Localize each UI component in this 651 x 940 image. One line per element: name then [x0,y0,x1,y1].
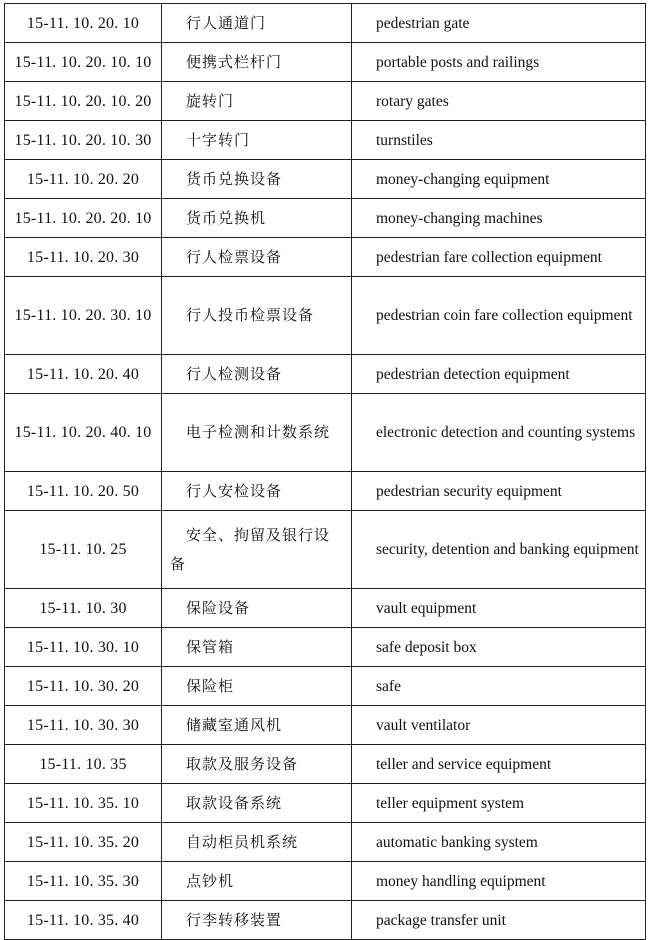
english-name-cell: teller and service equipment [352,745,646,784]
code-cell: 15-11. 10. 25 [5,511,162,589]
table-row [5,784,646,823]
chinese-name-cell: 行人检测设备 [162,355,352,394]
table-row [5,199,646,238]
table-row [5,862,646,901]
english-name-cell: safe deposit box [352,628,646,667]
table-row [5,472,646,511]
code-cell: 15-11. 10. 20. 40 [5,355,162,394]
code-cell: 15-11. 10. 20. 30. 10 [5,277,162,355]
code-cell: 15-11. 10. 30. 30 [5,706,162,745]
code-cell: 15-11. 10. 20. 30 [5,238,162,277]
code-cell: 15-11. 10. 20. 20. 10 [5,199,162,238]
chinese-name-cell: 保险柜 [162,667,352,706]
code-cell: 15-11. 10. 30 [5,589,162,628]
english-name-cell: pedestrian gate [352,4,646,43]
code-cell: 15-11. 10. 20. 20 [5,160,162,199]
english-name-cell: package transfer unit [352,901,646,940]
table-body [5,4,646,940]
classification-table-wrapper [4,3,645,940]
code-cell: 15-11. 10. 20. 40. 10 [5,394,162,472]
table-row [5,745,646,784]
chinese-name-cell: 行人投币检票设备 [162,277,352,355]
chinese-name-cell: 自动柜员机系统 [162,823,352,862]
table-row [5,355,646,394]
table-row [5,43,646,82]
table-row [5,394,646,472]
chinese-name-cell: 行人检票设备 [162,238,352,277]
chinese-name-cell: 便携式栏杆门 [162,43,352,82]
table-row [5,238,646,277]
english-name-cell: vault ventilator [352,706,646,745]
code-cell: 15-11. 10. 30. 10 [5,628,162,667]
classification-table [4,3,646,940]
chinese-name-cell: 保险设备 [162,589,352,628]
english-name-cell: teller equipment system [352,784,646,823]
table-row [5,82,646,121]
chinese-name-cell: 旋转门 [162,82,352,121]
chinese-name-cell: 储藏室通风机 [162,706,352,745]
code-cell: 15-11. 10. 35. 10 [5,784,162,823]
table-row [5,121,646,160]
english-name-cell: money-changing equipment [352,160,646,199]
english-name-cell: turnstiles [352,121,646,160]
chinese-name-cell: 行人通道门 [162,4,352,43]
chinese-name-cell: 安全、拘留及银行设备 [162,511,352,589]
table-row [5,4,646,43]
table-row [5,667,646,706]
code-cell: 15-11. 10. 20. 10 [5,4,162,43]
table-row [5,511,646,589]
english-name-cell: vault equipment [352,589,646,628]
english-name-cell: electronic detection and counting systems [352,394,646,472]
table-row [5,901,646,940]
chinese-name-cell: 取款设备系统 [162,784,352,823]
chinese-name-cell: 取款及服务设备 [162,745,352,784]
code-cell: 15-11. 10. 35. 30 [5,862,162,901]
english-name-cell: portable posts and railings [352,43,646,82]
code-cell: 15-11. 10. 35 [5,745,162,784]
english-name-cell: safe [352,667,646,706]
code-cell: 15-11. 10. 35. 20 [5,823,162,862]
english-name-cell: pedestrian fare collection equipment [352,238,646,277]
english-name-cell: pedestrian security equipment [352,472,646,511]
english-name-cell: money handling equipment [352,862,646,901]
chinese-name-cell: 行李转移装置 [162,901,352,940]
code-cell: 15-11. 10. 20. 50 [5,472,162,511]
english-name-cell: money-changing machines [352,199,646,238]
english-name-cell: pedestrian coin fare collection equipment [352,277,646,355]
chinese-name-cell: 保管箱 [162,628,352,667]
english-name-cell: rotary gates [352,82,646,121]
code-cell: 15-11. 10. 20. 10. 30 [5,121,162,160]
chinese-name-cell: 十字转门 [162,121,352,160]
code-cell: 15-11. 10. 30. 20 [5,667,162,706]
code-cell: 15-11. 10. 35. 40 [5,901,162,940]
chinese-name-cell: 行人安检设备 [162,472,352,511]
table-row [5,277,646,355]
code-cell: 15-11. 10. 20. 10. 10 [5,43,162,82]
english-name-cell: pedestrian detection equipment [352,355,646,394]
english-name-cell: security, detention and banking equipment [352,511,646,589]
code-cell: 15-11. 10. 20. 10. 20 [5,82,162,121]
english-name-cell: automatic banking system [352,823,646,862]
chinese-name-cell: 货币兑换设备 [162,160,352,199]
chinese-name-cell: 点钞机 [162,862,352,901]
table-row [5,160,646,199]
table-row [5,706,646,745]
table-row [5,589,646,628]
table-row [5,823,646,862]
table-row [5,628,646,667]
chinese-name-cell: 电子检测和计数系统 [162,394,352,472]
chinese-name-cell: 货币兑换机 [162,199,352,238]
